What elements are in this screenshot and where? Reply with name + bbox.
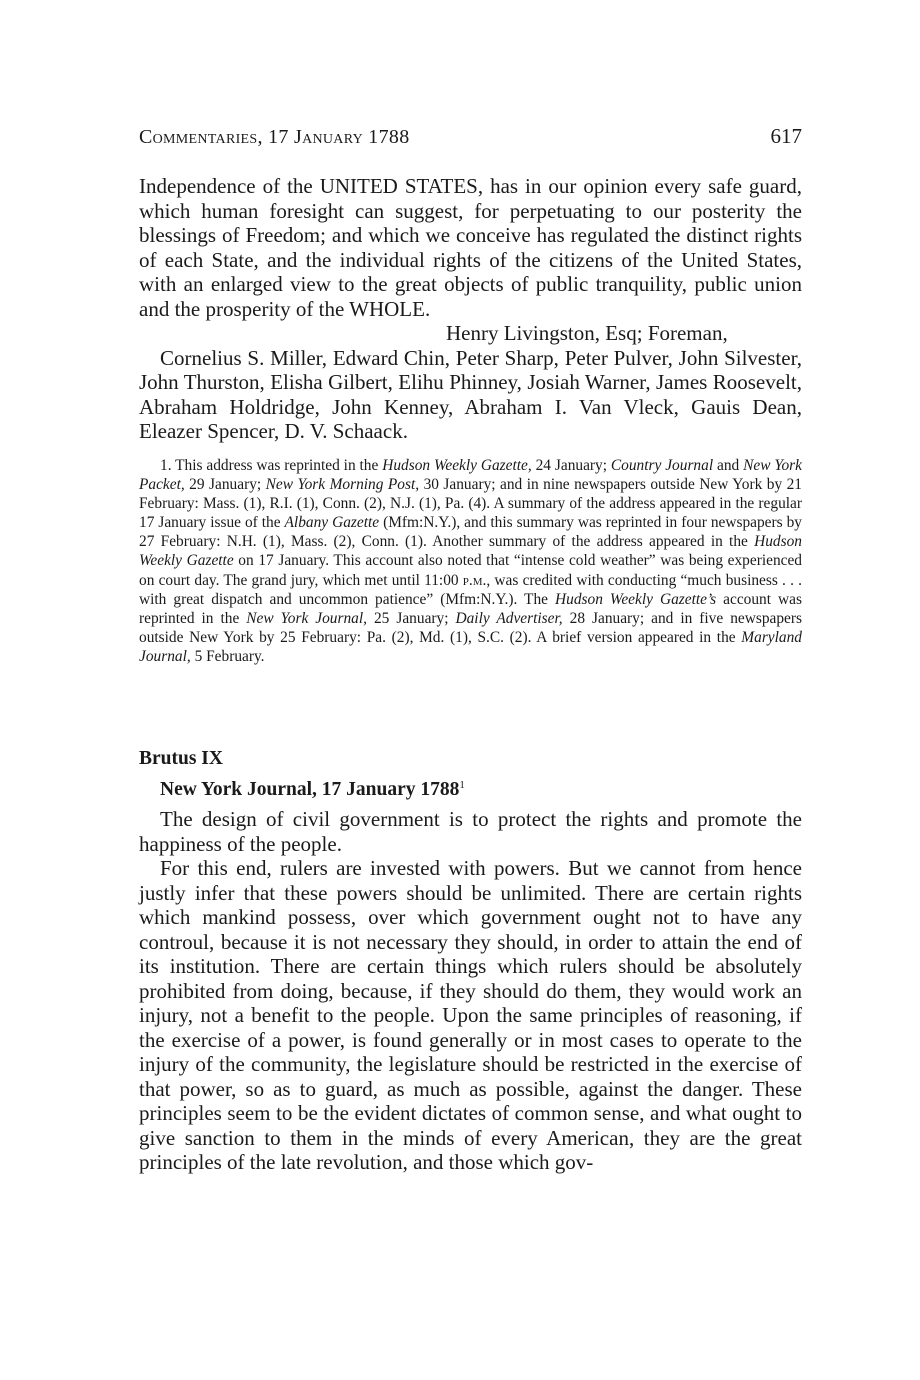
footnote-text: , was credited with conducting “much business . . . with great dispatch and uncommon patience” (Mfm:N.Y.). The [139, 571, 802, 608]
footnote-text: 1. This address was reprinted in the [160, 457, 383, 474]
footnote-italic: Hudson Weekly Gazette’s [555, 590, 717, 608]
footnote-text: account was reprinted in the [139, 590, 802, 627]
footnote-smallcaps: p.m. [462, 571, 487, 589]
essay-paragraph: The design of civil government is to protect the rights and promote the happiness of the people. [139, 807, 802, 856]
footnote-text: 29 January; [184, 476, 266, 494]
essay-heading [139, 746, 802, 803]
footnote-text: 30 January; and in nine newspapers outside New York by 21 February: Mass. (1), R.I. (1), Conn. (2), N.J. (1), Pa. (4). A summary of the address appeared in the regular 17 January issue of the [139, 476, 802, 532]
foreman-signature: Henry Livingston, Esq; Foreman, [446, 321, 728, 345]
juror-names: Cornelius S. Miller, Edward Chin, Peter Sharp, Peter Pulver, John Silvester, John Thurston, Elisha Gilbert, Elihu Phinney, Josiah Warner, James Roosevelt, Abraham Holdridge, John Kenney, Abraham I. Van Vleck, Gauis Dean, Eleazer Spencer, D. V. Schaack. [139, 345, 802, 443]
footnote-text: 24 January; [531, 457, 611, 474]
footnote-italic: New York Journal, [246, 609, 367, 627]
essay-body [139, 807, 802, 1175]
footnote-italic: Hudson Weekly Gazette [139, 533, 802, 570]
footnote-italic: Hudson Weekly Gazette, [382, 457, 532, 474]
page-number: 617 [770, 124, 802, 148]
essay-paragraph: For this end, rulers are invested with powers. But we cannot from hence justly infer that these powers should be unlimited. There are certain rights which mankind possess, over which government ought not to have any controul, because it is not necessary they should, in order to attain the end of its institution. There are certain things which rulers should be absolutely prohibited from doing, because, if they should do them, they would work an injury, not a benefit to the people. Upon the same principles of reasoning, if the exercise of a power, is found generally or in most cases to operate to the injury of the community, the legislature should be restricted in the exercise of that power, so as to guard, as much as possible, against the danger. These principles seem to be the evident dictates of common sense, and what ought to give sanction to them in the minds of every American, they are the great principles of the late revolution, and those which gov- [139, 856, 802, 1174]
footnote-text: 25 January; [367, 609, 456, 627]
address-paragraph: Independence of the UNITED STATES, has in our opinion every safe guard, which human foresight can suggest, for perpetuating to our posterity the blessings of Freedom; and which we conceive has regulated the distinct rights of each State, and the individual rights of the citizens of the United States, with an enlarged view to the great objects of public tranquility, public union and the prosperity of the WHOLE. [139, 174, 802, 321]
running-head [139, 124, 802, 149]
footnote [139, 456, 802, 666]
footnote-italic: Daily Advertiser, [455, 609, 563, 627]
essay-source [139, 772, 802, 803]
essay-source-text: New York Journal, 17 January 1788 [160, 779, 460, 800]
footnote-text: 28 January; and in five newspapers outside New York by 25 February: Pa. (2), Md. (1), S.C. (2). A brief version appeared in the [139, 609, 802, 646]
footnote-text: and [713, 457, 744, 474]
footnote-italic: New York Morning Post, [265, 476, 420, 494]
essay-title: Brutus IX [139, 748, 223, 769]
running-head-title: Commentaries, 17 January 1788 [139, 126, 410, 148]
footnote-text: (Mfm:N.Y.), and this summary was reprinted in four newspapers by 27 February: N.H. (1), Mass. (2), Conn. (1). Another summary of the address appeared in the [139, 514, 802, 551]
footnote-text: on 17 January. This account also noted that “intense cold weather” was being experienced on court day. The grand jury, which met until 11:00 [139, 552, 802, 589]
footnote-italic: Albany Gazette [284, 514, 380, 532]
footnote-reference: 1 [459, 779, 465, 791]
footnote-italic: Maryland Journal, [139, 628, 802, 665]
footnote-italic: New York Packet, [139, 457, 802, 494]
footnote-text: 5 February. [190, 647, 265, 665]
address-continuation [139, 174, 802, 444]
footnote-italic: Country Journal [610, 457, 714, 474]
